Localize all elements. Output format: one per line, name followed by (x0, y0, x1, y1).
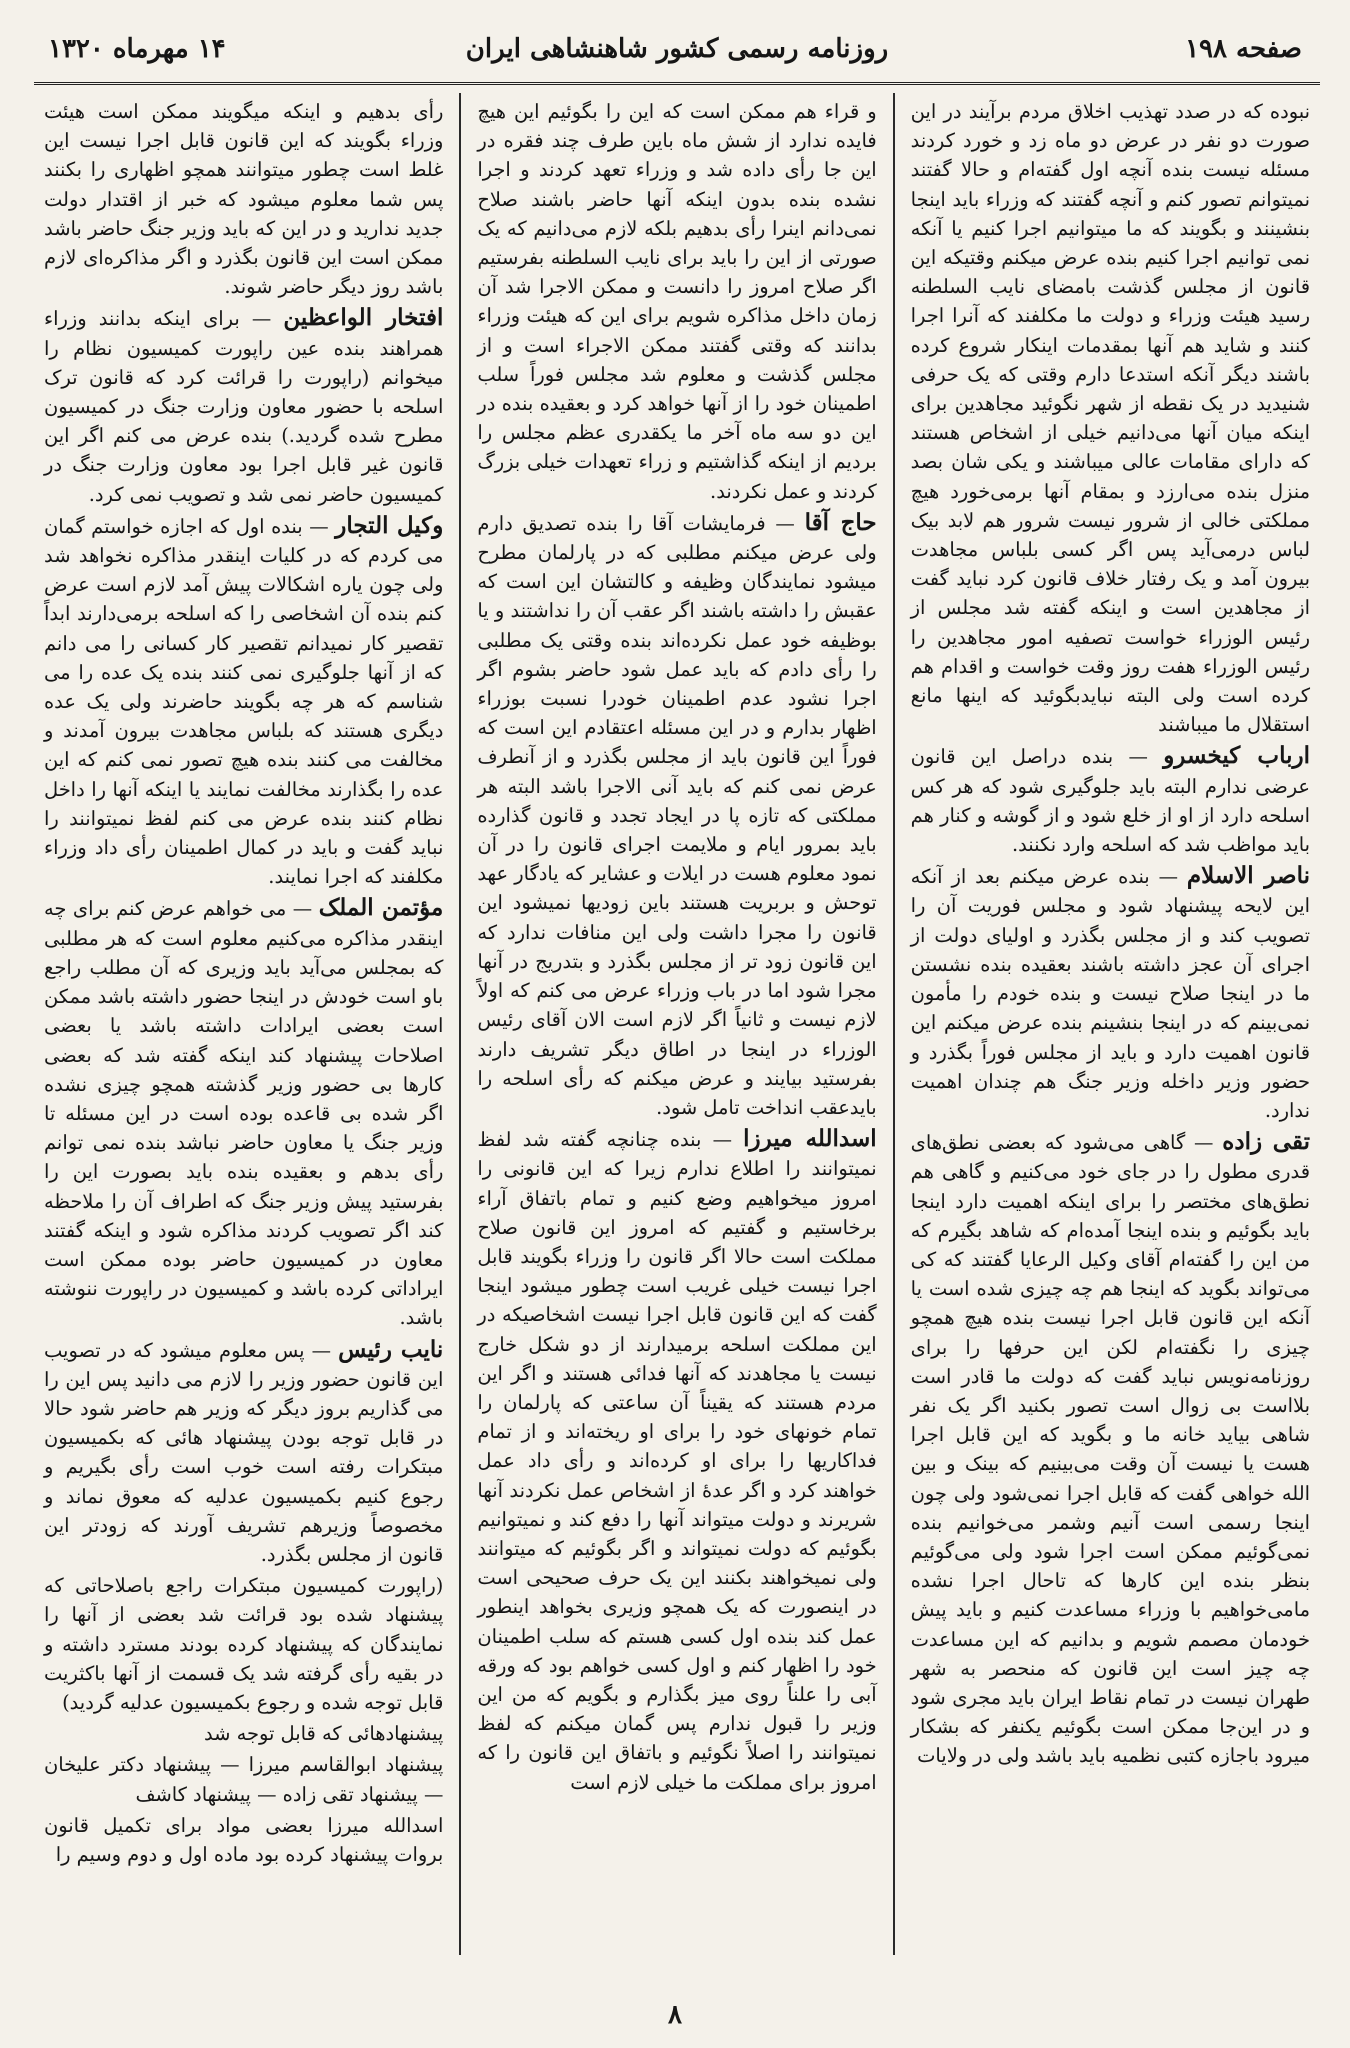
speaker-name: وکیل التجار (335, 511, 444, 539)
speaker-name: حاج آقا (804, 508, 877, 536)
paragraph-text: — بنده چنانچه گفته شد لفظ نمیتوانند را اطلاع ندارم زیرا که این قانونی را امروز میخواهیم وضع کنیم و تمام باتفاق آراء برخاستیم و گفتیم که امروز این قانون صلاح مملکت است حالا اگر قانون را وزراء بگویند قابل اجرا نیست خیلی غریب است چطور میشود اینجا گفت که این قانون قابل اجرا نیست اشخاصیکه در این مملکت اسلحه برمیدارند از دو شکل خارج نیست یا مجاهدند که آنها فدائی هستند و اگر این مردم هستند که یقیناً آن ساعتی که پارلمان را تمام خونهای خود را برای او ریخته‌اند و از تمام فداکاریها را برای او کرده‌اند و رأی داد عمل خواهند کرد و اگر عدهٔ از اشخاص عمل نکردند آنها شریرند و دولت میتواند آنها را دفع کند و نمیتوانیم بگوئیم که دولت نمیتواند و اگر بگوئیم که میتوانند ولی نمیخواهند بکنند این یک حرف صحیحی است در اینصورت که یک همچو وزیری بخواهد اینطور عمل کند بنده اول کسی هستم که سلب اطمینان خود را اظهار کنم و اول کسی خواهم بود که ورقه آبی را علناً روی میز بگذارم و بگویم که من این وزیر را قبول ندارم پس گمان میکنم که لفظ نمیتوانند را اصلاً نگوئیم و باتفاق این قانون را که امروز برای مملکت ما خیلی لازم است (477, 1128, 877, 1794)
paragraph (911, 861, 1310, 1125)
paragraph-text: — بنده عرض میکنم بعد از آنکه این لایحه پیشنهاد شود و مجلس فوریت آن را تصویب کند و از مجلس بگذرد و اولیای دولت از اجرای آن عجز داشته باشند بعقیده بنده نشستن ما در اینجا صلاح نیست و بنده خودم را مأمون نمی‌بینم که در اینجا بنشینم بنده عرض میکنم این قانون اهمیت دارد و باید از مجلس فوراً بگذرد و حضور وزیر داخله وزیر جنگ هم چندان اهمیت ندارد. (910, 865, 1310, 1122)
paragraph (44, 1571, 443, 1717)
paragraph (477, 97, 876, 506)
paragraph-text: پیشنهادهائی که قابل توجه شد (204, 1722, 444, 1746)
paragraph (44, 511, 443, 892)
column-divider (459, 93, 461, 1955)
speaker-name: ارباب کیخسرو (1163, 742, 1310, 770)
column-middle (467, 93, 886, 1955)
paragraph-text: پیشنهاد ابوالقاسم میرزا — پیشنهاد دکتر علیخان — پیشنهاد تقی زاده — پیشنهاد کاشف (44, 1753, 444, 1806)
speaker-name: تقی زاده (1222, 1128, 1310, 1156)
paragraph (44, 97, 443, 301)
column-right (901, 93, 1320, 1955)
paragraph (44, 1811, 443, 1869)
page-label: صفحه ۱۹۸ (1185, 34, 1302, 64)
paragraph-text: رأی بدهیم و اینکه میگویند ممکن است هیئت وزراء بگویند که این قانون قابل اجرا نیست این غلط است چطور میتوانند همچو اظهاری را بکنند پس شما معلوم میشود که خبر از اقتدار دولت جدید ندارید و در این که باید وزیر جنگ حاضر باشد ممکن است این قانون بگذرد و اگر مذاکره‌ای لازم باشد روز دیگر حاضر شوند. (44, 100, 444, 299)
paragraph (44, 1335, 443, 1570)
speaker-name: مؤتمن الملک (318, 894, 444, 922)
paragraph (477, 508, 876, 1122)
paragraph-text: — گاهی می‌شود که بعضی نطق‌های قدری مطول را در جای خود می‌کنیم و گاهی هم نطق‌های مختصر را برای اینکه اهمیت دارد اینجا باید بگوئیم و بنده اینجا آمده‌ام که شاهد بگیرم که من این را گفته‌ام آقای وکیل الرعایا گفتند که کی می‌تواند بگوید که اینجا هم چه چیزی شده است یا آنکه این قانون قابل اجرا نیست بنده هیچ همچو چیزی را نگفته‌ام لکن این حرفها را برای روزنامه‌نویس نباید گفت که دولت ما قادر است بلااست بی زوال است تصور بکنید اگر یک نفر شاهی بیاید خانه ما و بگوید که این قابل اجرا هست یا نیست آن وقت می‌بینیم که بینک و بین الله خواهی گفت که قابل اجرا نمی‌شود ولی چون اینجا رسمی است آنیم وشمر می‌خوانیم بنده نمی‌گوئیم ممکن است اجرا شود ولی می‌گوئیم بنظر بنده این کارها که تاحال اجرا نشده مامی‌خواهیم با وزراء مساعدت کنیم و باید پیش خودمان مصمم شویم و بدانیم که این مساعدت چه چیز است این قانون که منحصر به شهر طهران نیست در تمام نقاط ایران باید مجری شود و در این‌جا ممکن است بگوئیم یکنفر که بشکار میرود باجازه کتبی نظمیه باید باشد ولی در ولایات (910, 1131, 1310, 1768)
paragraph-text: — پس معلوم میشود که در تصویب این قانون حضور وزیر را لازم می دانید پس این را می گذاریم بروز دیگر که وزیر هم حاضر شود حالا در قابل توجه بودن پیشنهاد هائی که بکمیسیون مبتکرات رفته است خوب است رأی بگیریم و رجوع کنیم بکمیسیون عدلیه که معوق نماند و مخصوصاً وزیرهم تشریف آورند که زودتر این قانون از مجلس بگذرد. (44, 1338, 444, 1566)
speaker-name: افتخار الواعظین (283, 304, 444, 332)
article-columns (34, 93, 1320, 1955)
masthead (34, 20, 1320, 85)
speaker-name: نایب رئیس (338, 1335, 444, 1363)
paragraph-text: — بنده اول که اجازه خواستم گمان می کردم که در کلیات اینقدر مذاکره نخواهد شد ولی چون یاره اشکالات پیش آمد لازم است عرض کنم بنده آن اشخاصی را که اسلحه برمی‌دارند ابداً تقصیر کار نمیدانم تقصیر کار کسانی را می دانم که از آنها جلوگیری نمی کنند بنده یک عده را می شناسم که هر چه بگویند حاضرند ولی یک عده دیگری هستند که بلباس مجاهدت بیرون آمدند و مخالفت می کنند بنده هیچ تصور نمی کنم که این عده را بگذارند مخالفت نمایند یا اینکه آنها را داخل نظام کنند بنده عرض می کنم لفظ نمیتوانند را نباید گفت و باید در کمال اطمینان رأی داد وزراء مکلفند که اجرا نمایند. (44, 514, 444, 889)
paragraph-text: — فرمایشات آقا را بنده تصدیق دارم ولی عرض میکنم مطلبی که در پارلمان مطرح میشود نمایندگان وظیفه و کالتشان این است که عقبش را داشته باشند اگر عقب آن را نداشتند و یا بوظیفه خود عمل نکرده‌اند بنده وقتی یک مطلبی را رأی دادم که باید عمل شود حاضر بشوم اگر اجرا نشود عدم اطمینان خودرا نسبت بوزراء اظهار بدارم و در این مسئله اعتقادم این است که فوراً این قانون باید از مجلس بگذرد و از آنطرف عرض نمی کنم که باید آنی الاجرا باشد البته هر مملکتی که تازه پا در ایجاد تجدد و قانون گذارده باید بمرور ایام و ملایمت اجرای قانون را در آن نمود معلوم هست در ایلات و عشایر که یادگار عهد توحش و بربریت هستند باین زودیها نمیشود این قانون را مجرا داشت ولی این منافات ندارد که این قانون زود تر از مجلس بگذرد و بتدریج در آنها مجرا شود اما در باب وزراء عرض می کنم که اولاً لازم نیست و ثانیاً اگر لازم است الان آقای رئیس الوزراء در اینجا در اطاق دیگر تشریف دارند بفرستید بیایند و عرض میکنم که رأی اسلحه را بایدعقب‌ انداخت تامل شود. (477, 511, 877, 1119)
newspaper-title: روزنامه رسمی کشور شاهنشاهی ایران (465, 34, 889, 64)
paragraph-text: اسدالله میرزا بعضی مواد برای تکمیل قانون بروات پیشنهاد کرده بود ماده اول و دوم وسیم را (44, 1813, 444, 1866)
paragraph (477, 1124, 876, 1797)
paragraph (911, 741, 1310, 859)
paragraph (44, 893, 443, 1332)
speaker-name: ناصر الاسلام (1186, 862, 1310, 890)
paragraph-text: — می خواهم عرض کنم برای چه اینقدر مذاکره می‌کنیم معلوم است که هر مطلبی که بمجلس می‌آید باید وزیری که آن مطلب راجع باو است خودش در اینجا حضور داشته باشد ممکن است بعضی ایرادات داشته باشد یا بعضی اصلاحات پیشنهاد کند اینکه گفته شد که بعضی کارها بی حضور وزیر گذشته همچو چیزی نشده اگر شده بی قاعده بوده است در این مسئله تا وزیر جنگ یا معاون حاضر نباشد بنده نمی توانم رأی بدهم و بعقیده بنده باید بصورت این را بفرستید پیش وزیر جنگ که اطراف آن را ملاحظه کند اگر تصویب کردند مذاکره شود و اینکه گفتند معاون در کمیسیون حاضر بوده ممکن است ایراداتی کرده باشد و کمیسیون در راپورت ننوشته باشد. (44, 897, 444, 1330)
column-divider (893, 93, 895, 1955)
issue-date: ۱۴ مهرماه ۱۳۲۰ (48, 34, 226, 64)
paragraph-text: نبوده که در صدد تهذیب اخلاق مردم برآیند در این صورت دو نفر در عرض دو ماه زد و خورد کردند مسئله نیست بنده آنچه اول گفته‌ام و حالا گفتند نمیتوانم تصور کنم و آنچه گفتند که وزراء باید اینجا بنشینند و بگویند که ما میتوانیم اجرا کنیم یا آنکه نمی توانیم اجرا کنیم بنده عرض میکنم وقتیکه این قانون از مجلس گذشت بامضای نایب السلطنه رسید هیئت وزراء و دولت ما مکلفند که آنرا اجرا کنند و شاید هم آنها بمقدمات اینکار شروع کرده باشند دیگر آنکه استدعا دارم وقتی که یک حرفی شنیدید در یک نقطه از شهر نگوئید مجاهدین برای اینکه میان آنها می‌دانیم خیلی از اشخاص هستند که دارای مقامات عالی میباشند و یکی شان بصد منزل بنده می‌ارزد و بمقام آنها برمی‌خورد هیچ مملکتی خالی از شرور نیست شرور هم لابد بیک لباس درمی‌آید پس اگر کسی بلباس مجاهدت بیرون آمد و یک رفتار خلاف قانون کرد نباید گفت از مجاهدین است و اینکه گفته شد مجلس از رئیس الوزراء خواست تصفیه امور مجاهدین را رئیس الوزراء هفت روز وقت خواست و اقدام هم کرده است ولی البته نبایدبگوئید که اینها مانع استقلال ما میباشند (910, 100, 1310, 737)
paragraph (911, 1127, 1310, 1770)
paragraph (44, 1719, 443, 1748)
paragraph (44, 303, 443, 508)
paragraph (44, 1750, 443, 1808)
column-left (34, 93, 453, 1955)
paragraph (911, 97, 1310, 739)
paragraph-text: — برای اینکه بدانند وزراء همراهند بنده عین راپورت کمیسیون نظام را میخوانم (راپورت را قرائت کرد که قانون ترک اسلحه با حضور معاون وزارت جنگ در کمیسیون مطرح شده گردید.) بنده عرض می کنم اگر این قانون غیر قابل اجرا بود معاون وزارت جنگ در کمیسیون حاضر نمی شد و تصویب نمی کرد. (44, 307, 444, 506)
paragraph-text: (راپورت کمیسیون مبتکرات راجع باصلاحاتی که پیشنهاد شده بود قرائت شد بعضی از آنها را نمایندگان که پیشنهاد کرده بودند مسترد داشته و در بقیه رأی گرفته شد یک قسمت از آنها باکثریت قابل توجه شده و رجوع بکمیسیون عدلیه گردید) (44, 1574, 444, 1714)
speaker-name: اسدالله میرزا (743, 1125, 877, 1153)
page-number: ۸ (668, 2000, 682, 2030)
paragraph-text: و قراء هم ممکن است که این را بگوئیم این هیچ فایده ندارد از شش ماه باین طرف چند فقره در این جا رأی داده شد و وزراء تعهد کردند و اجرا نشده بنده بدون اینکه آنها حاضر باشند صلاح نمی‌دانم اینرا رأی بدهیم بلکه لازم می‌دانیم که یک صورتی از این را باید برای نایب السلطنه بفرستیم اگر صلاح امروز را دانست و ممکن الاجرا شد آن زمان داخل مذاکره شویم برای این که هیئت وزراء بدانند که وقتی گفتند ممکن الاجراء است و از مجلس گذشت و معلوم شد مجلس فوراً سلب اطمینان خود را از آنها خواهد کرد و بعقیده بنده در این دو سه ماه آخر ما یکقدری عظم مجلس را بردیم از اینکه گذاشتیم و زراء تعهدات خیلی بزرگ کردند و عمل نکردند. (477, 100, 877, 503)
paragraph-text: — بنده دراصل این قانون عرضی ندارم البته باید جلوگیری شود که هر کس اسلحه دارد از او از خلع شود و از گوشه و کنار هم باید مواظب شد که اسلحه وارد نکنند. (910, 745, 1310, 857)
